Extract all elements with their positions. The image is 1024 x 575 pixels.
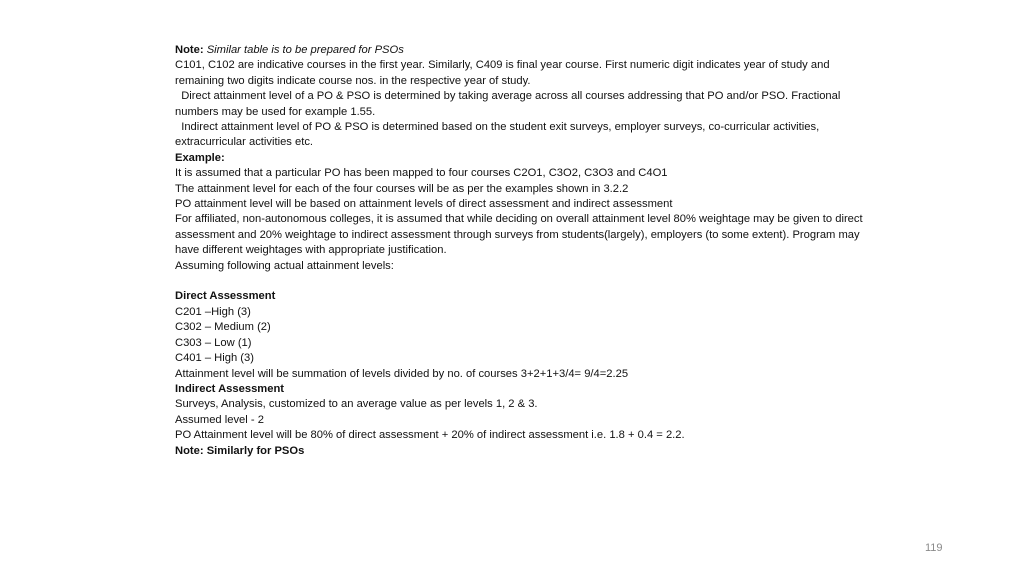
example-line: PO attainment level will be based on attainment levels of direct assessment and indirect assessment [175,198,673,211]
page-number: 119 [925,542,943,554]
course-naming-text: C101, C102 are indicative courses in the first year. Similarly, C409 is final year course. First numeric digit indicates year of study and remaining two digits indicate course nos. in the respective year of study. [175,59,830,87]
indirect-assessment-line: Surveys, Analysis, customized to an average value as per levels 1, 2 & 3. [175,398,538,411]
direct-assessment-line: C401 – High (3) [175,352,254,365]
slide-body [175,43,865,459]
indirect-assessment-heading: Indirect Assessment [175,382,285,395]
spacer [175,274,865,289]
note-label: Note: [175,44,204,56]
example-line: For affiliated, non-autonomous colleges, it is assumed that while deciding on overall attainment level 80% weightage may be given to direct assessment and 20% weightage to indirect assessment through surveys from students(largely), employers (to some extent). Program may have different weightages with appropriate justification. [175,213,863,257]
direct-attainment-text: Direct attainment level of a PO & PSO is determined by taking average across all courses addressing that PO and/or PSO. Fractional numbers may be used for example 1.55. [175,90,841,118]
indirect-assessment-line: PO Attainment level will be 80% of direct assessment + 20% of indirect assessment i.e. 1.8 + 0.4 = 2.2. [175,429,685,442]
direct-assessment-line: C201 –High (3) [175,305,251,318]
direct-assessment-line: C303 – Low (1) [175,336,252,349]
note-text: Similar table is to be prepared for PSOs [206,44,404,56]
indirect-assessment-line: Assumed level - 2 [175,413,264,426]
example-line: It is assumed that a particular PO has been mapped to four courses C2O1, C3O2, C3O3 and C4O1 [175,167,668,180]
direct-assessment-heading: Direct Assessment [175,290,276,303]
example-heading: Example: [175,151,225,164]
note-line [175,43,865,58]
example-line: Assuming following actual attainment levels: [175,259,394,272]
final-note: Note: Similarly for PSOs [175,444,305,457]
indirect-attainment-text: Indirect attainment level of PO & PSO is determined based on the student exit surveys, employer surveys, co-curricular activities, extracurricular activities etc. [175,121,820,149]
example-line: The attainment level for each of the four courses will be as per the examples shown in 3.2.2 [175,182,629,195]
direct-assessment-line: Attainment level will be summation of levels divided by no. of courses 3+2+1+3/4= 9/4=2.25 [175,367,629,380]
direct-assessment-line: C302 – Medium (2) [175,321,271,334]
